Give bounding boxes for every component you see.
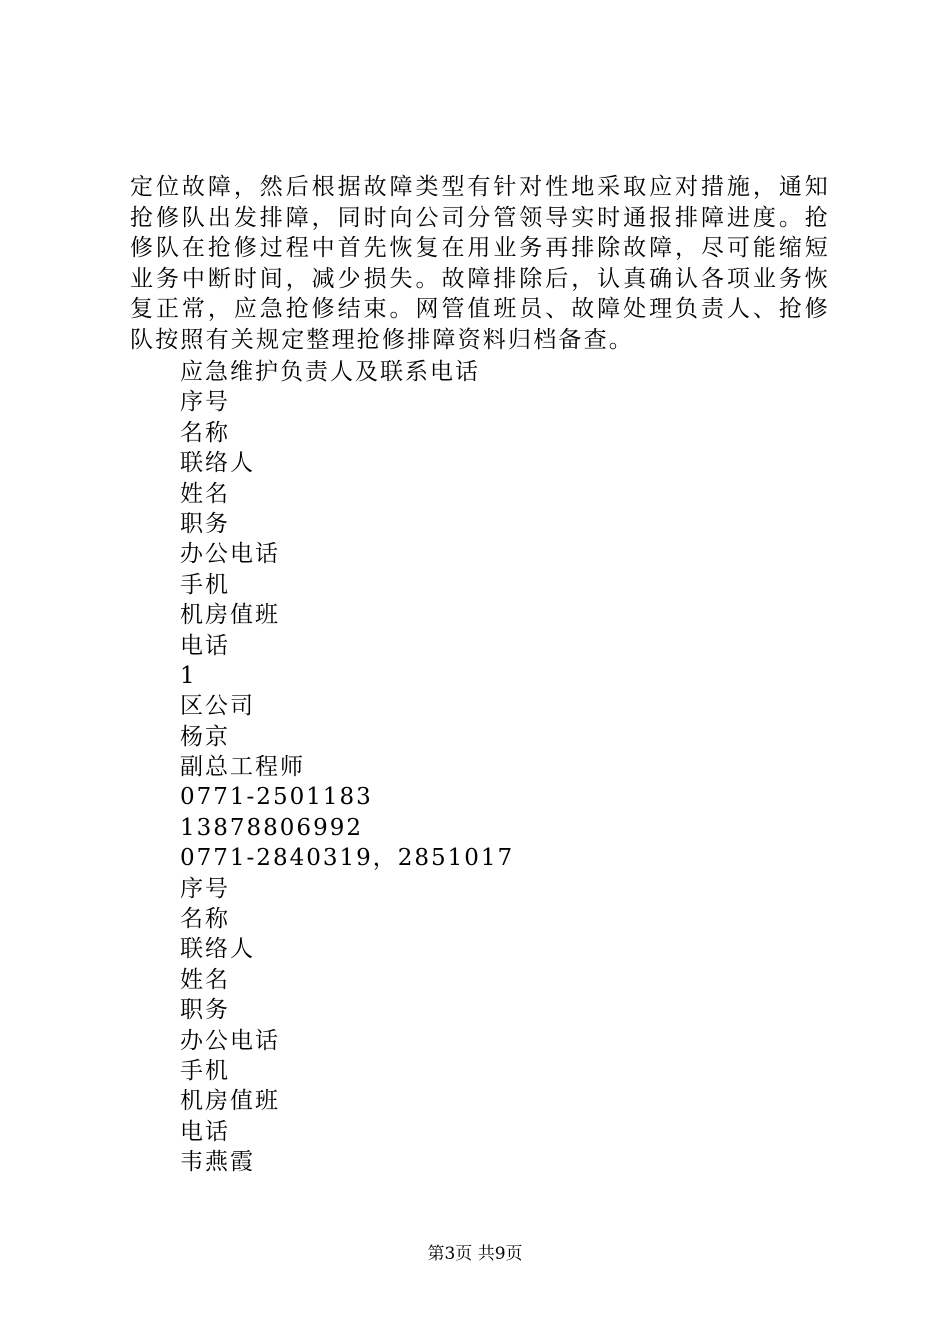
list-item: 电话: [180, 632, 230, 659]
list-item: 副总工程师: [180, 754, 305, 781]
list-item: 姓名: [180, 480, 230, 507]
list-item: 机房值班: [180, 1088, 280, 1115]
list-item: 办公电话: [180, 541, 280, 568]
body-paragraph: 定位故障，然后根据故障类型有针对性地采取应对措施，通知抢修队出发排障，同时向公司分管领导实时通报排障进度。抢修队在抢修过程中首先恢复在用业务再排除故障，尽可能缩短业务中断时间，减少损失。故障排除后，认真确认各项业务恢复正常，应急抢修结束。网管值班员、故障处理负责人、抢修队按照有关规定整理抢修排障资料归档备查。: [130, 174, 830, 353]
list-item: 姓名: [180, 966, 230, 993]
list-item: 名称: [180, 419, 230, 446]
list-item: 区公司: [180, 693, 255, 720]
contact-list: [180, 357, 820, 1178]
list-item: 0771-2840319，2851017: [180, 845, 515, 872]
list-item: 职务: [180, 510, 230, 537]
list-item: 联络人: [180, 936, 255, 963]
list-item: 职务: [180, 997, 230, 1024]
list-item: 手机: [180, 571, 230, 598]
list-item: 名称: [180, 906, 230, 933]
page-number: 第3页 共9页: [427, 1244, 523, 1264]
list-item: 韦燕霞: [180, 1149, 255, 1176]
list-item: 办公电话: [180, 1027, 280, 1054]
list-item: 0771-2501183: [180, 784, 373, 811]
list-item: 杨京: [180, 723, 230, 750]
list-item: 联络人: [180, 450, 255, 477]
list-item: 机房值班: [180, 602, 280, 629]
list-item: 13878806992: [180, 814, 363, 841]
list-item: 1: [180, 662, 197, 689]
list-item: 序号: [180, 875, 230, 902]
list-item: 手机: [180, 1057, 230, 1084]
list-item: 电话: [180, 1118, 230, 1145]
contact-list-heading: 应急维护负责人及联系电话: [180, 359, 480, 385]
list-item: 序号: [180, 389, 230, 416]
